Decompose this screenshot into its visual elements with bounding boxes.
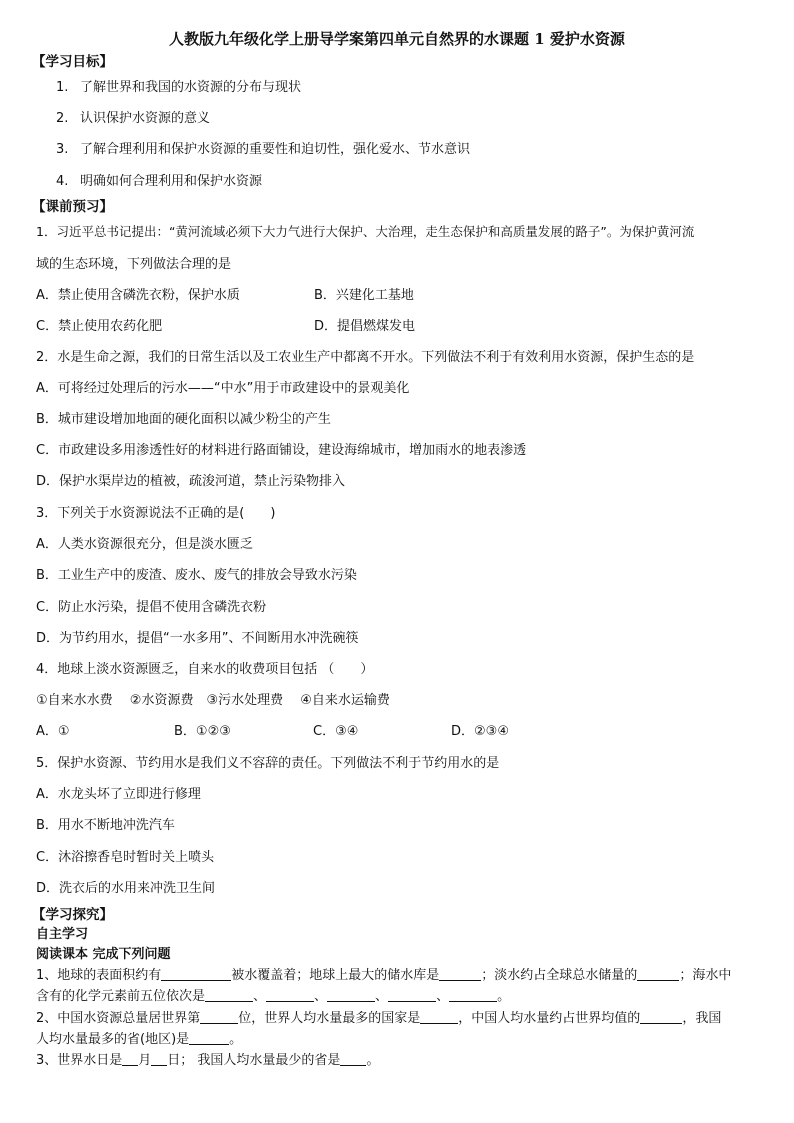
fill-text: 。 <box>229 1032 243 1047</box>
option-d: D．保护水渠岸边的植被，疏浚河道，禁止污染物排入 <box>36 474 346 489</box>
goal-number: 4. <box>56 174 69 189</box>
option-a: A．① <box>36 724 70 739</box>
fill-text: ；海水中 <box>679 968 732 983</box>
question-4-items: ①自来水水费 ②水资源费 ③污水处理费 ④自来水运输费 <box>36 693 390 708</box>
question-1-stem: 1．习近平总书记提出：“黄河流域必须下大力气进行大保护、大治理，走生态保护和高质量发展的路子”。为保护黄河流 <box>36 224 695 239</box>
fill-text: 被水覆盖着；地球上最大的储水库是 <box>231 968 440 983</box>
fill-question-1-cont <box>36 985 510 1004</box>
goal-text: 认识保护水资源的意义 <box>80 111 211 126</box>
question-5-stem: 5．保护水资源、节约用水是我们义不容辞的责任。下列做法不利于节约用水的是 <box>36 756 500 771</box>
answer-blank[interactable] <box>637 968 679 981</box>
answer-blank[interactable] <box>266 989 314 1002</box>
fill-text: 2、中国水资源总量居世界第 <box>36 1011 201 1026</box>
answer-blank[interactable] <box>205 989 253 1002</box>
answer-blank[interactable] <box>327 989 375 1002</box>
fill-text: 月 <box>138 1053 152 1068</box>
option-c: C．沐浴擦香皂时暂时关上喷头 <box>36 850 215 865</box>
question-3-stem: 3．下列关于水资源说法不正确的是( ) <box>36 506 276 521</box>
answer-blank[interactable] <box>151 1053 167 1066</box>
separator: 、 <box>375 989 389 1004</box>
option-c: C．③④ <box>313 724 359 739</box>
goal-number: 2. <box>56 111 69 126</box>
answer-blank[interactable] <box>388 989 436 1002</box>
option-b: B．①②③ <box>174 724 231 739</box>
fill-question-2 <box>36 1007 721 1026</box>
question-1-options-row <box>36 284 414 303</box>
option-d: D．②③④ <box>451 724 509 739</box>
goal-text: 明确如何合理利用和保护水资源 <box>80 174 263 189</box>
option-d: D．为节约用水，提倡“一水多用”、不间断用水冲洗碗筷 <box>36 631 359 646</box>
fill-text: ，中国人均水量约占世界均值的 <box>458 1011 641 1026</box>
option-c: C．市政建设多用渗透性好的材料进行路面铺设，建设海绵城市，增加雨水的地表渗透 <box>36 443 527 458</box>
preview-header: 【课前预习】 <box>32 199 113 215</box>
option-a: A．可将经过处理后的污水——“中水”用于市政建设中的景观美化 <box>36 381 410 396</box>
fill-text: 。 <box>497 989 511 1004</box>
fill-question-2-cont <box>36 1028 242 1047</box>
option-a: A．禁止使用含磷洗衣粉，保护水质 <box>36 288 240 303</box>
fill-text: 。 <box>366 1053 380 1068</box>
answer-blank[interactable] <box>122 1053 138 1066</box>
answer-blank[interactable] <box>161 968 231 981</box>
option-c: C．禁止使用农药化肥 <box>36 319 163 334</box>
goal-item <box>56 170 262 189</box>
fill-text: 人均水量最多的省(地区)是 <box>36 1032 190 1047</box>
goal-text: 了解合理利用和保护水资源的重要性和迫切性，强化爱水、节水意识 <box>80 142 471 157</box>
answer-blank[interactable] <box>189 1032 229 1045</box>
goal-item <box>56 138 470 157</box>
goal-item <box>56 107 210 126</box>
answer-blank[interactable] <box>200 1011 238 1024</box>
answer-blank[interactable] <box>420 1011 458 1024</box>
option-d: D．洗衣后的水用来冲洗卫生间 <box>36 881 216 896</box>
option-b: B．工业生产中的废渣、废水、废气的排放会导致水污染 <box>36 568 357 583</box>
option-c: C．防止水污染，提倡不使用含磷洗衣粉 <box>36 600 267 615</box>
question-2-stem: 2．水是生命之源，我们的日常生活以及工农业生产中都离不开水。下列做法不利于有效利用水资源，保护生态的是 <box>36 350 695 365</box>
separator: 、 <box>314 989 328 1004</box>
goal-item <box>56 76 301 95</box>
question-4-options-row <box>36 720 509 739</box>
fill-text: ；淡水约占全球总水储量的 <box>481 968 638 983</box>
option-a: A．水龙头坏了立即进行修理 <box>36 787 201 802</box>
question-1-options-row <box>36 315 415 334</box>
separator: 、 <box>253 989 267 1004</box>
self-study-heading: 自主学习 <box>36 927 89 942</box>
separator: 、 <box>436 989 450 1004</box>
goal-number: 3. <box>56 142 69 157</box>
explore-header: 【学习探究】 <box>32 907 113 923</box>
goal-text: 了解世界和我国的水资源的分布与现状 <box>80 80 302 95</box>
option-b: B．用水不断地冲洗汽车 <box>36 818 175 833</box>
answer-blank[interactable] <box>449 989 497 1002</box>
option-b: B．城市建设增加地面的硬化面积以减少粉尘的产生 <box>36 412 331 427</box>
answer-blank[interactable] <box>640 1011 682 1024</box>
option-a: A．人类水资源很充分，但是淡水匮乏 <box>36 537 253 552</box>
fill-question-1 <box>36 964 731 983</box>
goals-header: 【学习目标】 <box>32 54 113 70</box>
fill-text: 3、世界水日是 <box>36 1053 123 1068</box>
answer-blank[interactable] <box>439 968 481 981</box>
question-4-stem: 4．地球上淡水资源匮乏，自来水的收费项目包括 （ ） <box>36 662 374 677</box>
answer-blank[interactable] <box>340 1053 366 1066</box>
fill-text: ，我国 <box>682 1011 722 1026</box>
page-title: 人教版九年级化学上册导学案第四单元自然界的水课题 1 爱护水资源 <box>169 30 625 48</box>
fill-text: 含有的化学元素前五位依次是 <box>36 989 206 1004</box>
goal-number: 1. <box>56 80 69 95</box>
question-1-stem-cont: 域的生态环境，下列做法合理的是 <box>36 257 232 272</box>
option-b: B．兴建化工基地 <box>314 288 414 303</box>
fill-text: 1、地球的表面积约有 <box>36 968 162 983</box>
fill-text: 位，世界人均水量最多的国家是 <box>238 1011 421 1026</box>
reading-instruction: 阅读课本 完成下列问题 <box>36 947 171 962</box>
option-d: D．提倡燃煤发电 <box>314 319 416 334</box>
fill-text: 日； 我国人均水量最少的省是 <box>167 1053 341 1068</box>
fill-question-3 <box>36 1049 379 1068</box>
